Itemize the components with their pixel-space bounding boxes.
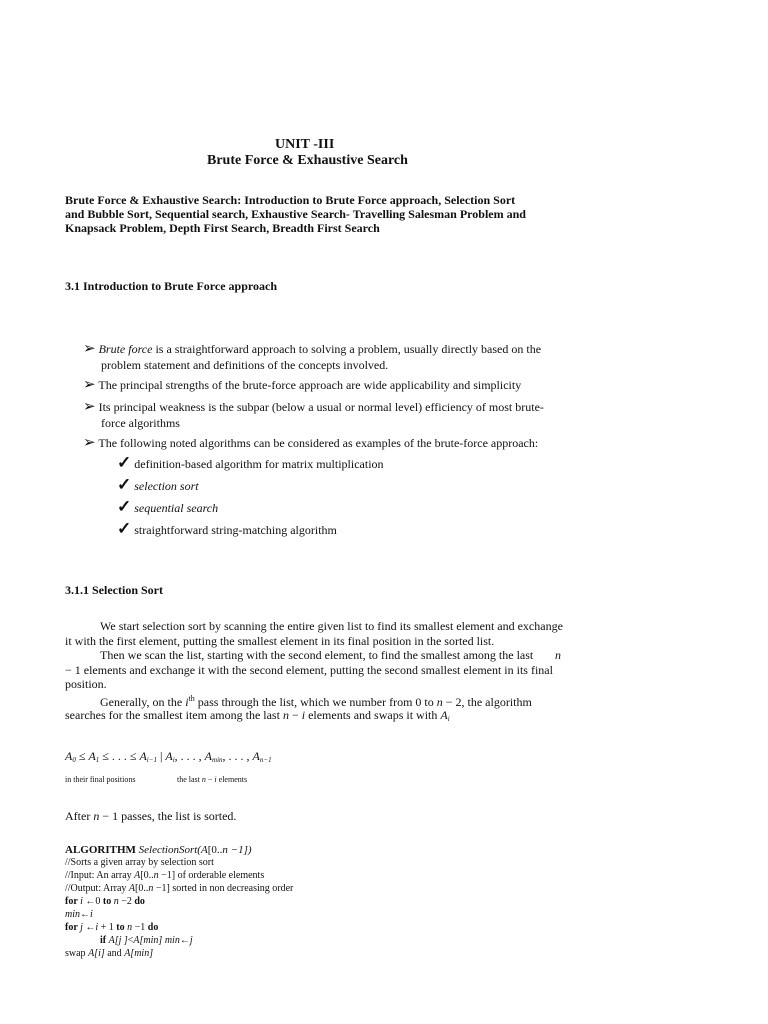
text-run: and xyxy=(104,948,125,959)
formula-op: ≤ . . . ≤ xyxy=(99,749,140,763)
var-a: A xyxy=(124,948,131,959)
check-item-4-text: straightforward string-matching algorithm xyxy=(134,523,337,537)
text-run: + 1 xyxy=(98,922,117,933)
text-run: swap xyxy=(65,948,89,959)
text-run: −2 xyxy=(118,896,135,907)
bullet-2-text: The principal strengths of the brute-force approach are wide applicability and simplicity xyxy=(98,378,522,392)
text-run: searches for the smallest item among the last xyxy=(65,708,283,722)
paragraph-line-5: position. xyxy=(65,677,107,691)
text-run: −1] of orderable elements xyxy=(158,870,265,881)
algorithm-comment-2 xyxy=(65,870,264,882)
algorithm-header xyxy=(65,844,252,857)
formula-op: , . . . , xyxy=(222,749,253,763)
text-run: − xyxy=(205,775,215,784)
check-item-2-text: selection sort xyxy=(134,479,199,493)
formula-op: , . . . , xyxy=(174,749,205,763)
var-n: n xyxy=(436,695,443,709)
var-i: i xyxy=(214,775,217,784)
arrow-bullet-icon: ➢ xyxy=(83,435,96,451)
section-heading-3-1: 3.1 Introduction to Brute Force approach xyxy=(65,279,277,293)
summary-line-2: and Bubble Sort, Sequential search, Exhaustive Search- Travelling Salesman Problem and xyxy=(65,207,526,221)
paragraph-line-3-n: n xyxy=(555,648,561,662)
text-run: [0.. xyxy=(207,844,223,856)
text-run: [0.. xyxy=(135,883,149,894)
keyword-to: to xyxy=(102,896,112,907)
var-a: A xyxy=(108,935,115,946)
var-n: n xyxy=(222,844,228,856)
check-item-2 xyxy=(117,475,199,494)
checkmark-icon: ✓ xyxy=(117,519,132,538)
paragraph-line-7 xyxy=(65,708,450,726)
algorithm-name: SelectionSort( xyxy=(135,844,201,856)
formula-subscript: 0 xyxy=(72,756,76,764)
superscript-th: th xyxy=(188,694,195,703)
var-i: i xyxy=(95,922,99,933)
check-item-1-text: definition-based algorithm for matrix multiplication xyxy=(134,457,384,471)
formula-caption-left: in their final positions xyxy=(65,775,136,784)
text-run: − 2, the algorithm xyxy=(442,695,532,709)
formula-caption-right xyxy=(177,775,247,784)
check-item-3 xyxy=(117,497,219,516)
arrow-bullet-icon: ➢ xyxy=(83,399,96,415)
algorithm-min-assign: min←i xyxy=(65,909,93,920)
var-a: A xyxy=(200,844,208,856)
check-item-3-text: sequential search xyxy=(134,501,219,515)
text-run: After xyxy=(65,809,94,823)
checkmark-icon: ✓ xyxy=(117,453,132,472)
text-run: [min] xyxy=(130,948,154,959)
algorithm-swap xyxy=(65,948,153,960)
formula-a: A xyxy=(139,749,147,763)
paragraph-line-4: − 1 elements and exchange it with the second element, putting the second smallest element in its final xyxy=(65,663,553,677)
summary-line-1: Brute Force & Exhaustive Search: Introduction to Brute Force approach, Selection Sort xyxy=(65,193,516,207)
var-n: n xyxy=(201,775,206,784)
algorithm-if-statement xyxy=(100,935,193,947)
check-item-1 xyxy=(117,453,384,472)
formula-subscript: i−1 xyxy=(146,756,157,764)
formula-op: ≤ xyxy=(75,749,89,763)
text-run: [min] xyxy=(139,935,163,946)
bullet-1-emphasis: Brute force xyxy=(98,342,153,356)
algorithm-inner-loop xyxy=(65,922,158,934)
text-run: Generally, on the xyxy=(100,695,186,709)
keyword-do: do xyxy=(134,896,145,907)
var-n: n xyxy=(93,809,100,823)
bullet-3-text: Its principal weakness is the subpar (below a usual or normal level) efficiency of most brute- xyxy=(98,400,544,414)
var-n: n xyxy=(282,708,289,722)
var-i: i xyxy=(185,695,189,709)
check-item-4 xyxy=(117,519,337,538)
bullet-1-line-2: problem statement and definitions of the concepts involved. xyxy=(101,358,389,372)
var-a: A xyxy=(133,935,140,946)
text-run: the last xyxy=(177,775,202,784)
selection-sort-formula xyxy=(65,749,272,767)
bullet-3-line-2: force algorithms xyxy=(101,416,180,430)
formula-subscript: 1 xyxy=(95,756,100,764)
keyword-for: for xyxy=(65,922,81,933)
text-run: [i] xyxy=(94,948,105,959)
text-run: ←0 xyxy=(82,896,103,907)
section-heading-3-1-1: 3.1.1 Selection Sort xyxy=(65,583,163,597)
after-passes-text xyxy=(65,809,236,823)
bullet-1 xyxy=(83,342,541,356)
formula-a: A xyxy=(88,749,96,763)
bullet-2 xyxy=(83,378,521,392)
var-j: j xyxy=(80,922,83,933)
var-a: A xyxy=(88,948,95,959)
keyword-do: do xyxy=(147,922,159,933)
paragraph-line-3: Then we scan the list, starting with the second element, to find the smallest among the last xyxy=(100,648,534,662)
bullet-4-text: The following noted algorithms can be considered as examples of the brute-force approach: xyxy=(98,436,539,450)
text-run: −1]) xyxy=(227,844,252,856)
text-run: min←j xyxy=(162,935,193,946)
formula-subscript: n−1 xyxy=(259,756,272,764)
bullet-1-text: is a straightforward approach to solving a problem, usually directly based on the xyxy=(152,342,542,356)
unit-heading: UNIT -III xyxy=(275,137,335,152)
algorithm-comment-3 xyxy=(65,883,293,895)
var-i: i xyxy=(301,708,306,722)
text-run: [0.. xyxy=(140,870,154,881)
algorithm-keyword: ALGORITHM xyxy=(65,844,136,856)
subscript-i: i xyxy=(447,715,450,723)
formula-a: A xyxy=(252,749,260,763)
text-run: < xyxy=(127,935,134,946)
paragraph-line-2: it with the first element, putting the smallest element in its final position in the sorted list. xyxy=(65,634,495,648)
text-run: −1 xyxy=(132,922,148,933)
var-a: A xyxy=(134,870,141,881)
arrow-bullet-icon: ➢ xyxy=(83,341,96,357)
algorithm-outer-loop xyxy=(65,896,145,908)
paragraph-line-6 xyxy=(100,692,532,709)
text-run: elements and swaps it with xyxy=(305,708,441,722)
text-run: elements xyxy=(216,775,248,784)
formula-subscript: min xyxy=(212,756,223,764)
var-n: n xyxy=(111,896,119,907)
text-run: − xyxy=(288,708,302,722)
text-run: pass through the list, which we number from 0 to xyxy=(194,695,437,709)
checkmark-icon: ✓ xyxy=(117,475,132,494)
text-run: //Output: Array xyxy=(65,883,129,894)
formula-a: A xyxy=(65,749,73,763)
bullet-3 xyxy=(83,400,544,414)
formula-subscript: i xyxy=(172,756,175,764)
var-n: n xyxy=(153,870,159,881)
keyword-for: for xyxy=(65,896,81,907)
formula-op: | xyxy=(156,749,166,763)
keyword-if: if xyxy=(100,935,109,946)
text-run: −1] sorted in non decreasing order xyxy=(153,883,294,894)
formula-a: A xyxy=(165,749,173,763)
text-run: //Input: An array xyxy=(65,870,135,881)
algorithm-comment-1: //Sorts a given array by selection sort xyxy=(65,857,214,868)
var-n: n xyxy=(148,883,154,894)
var-a: A xyxy=(440,708,448,722)
arrow-bullet-icon: ➢ xyxy=(83,377,96,393)
summary-line-3: Knapsack Problem, Depth First Search, Breadth First Search xyxy=(65,221,380,235)
page-title: Brute Force & Exhaustive Search xyxy=(207,153,408,168)
var-i: i xyxy=(80,896,83,907)
checkmark-icon: ✓ xyxy=(117,497,132,516)
formula-a: A xyxy=(204,749,213,763)
text-run: ← xyxy=(82,922,96,933)
bullet-4 xyxy=(83,436,538,450)
text-run: − 1 passes, the list is sorted. xyxy=(99,809,237,823)
var-a: A xyxy=(128,883,135,894)
var-n: n xyxy=(124,922,133,933)
keyword-to: to xyxy=(116,922,125,933)
text-run: [j ] xyxy=(114,935,128,946)
paragraph-line-1: We start selection sort by scanning the entire given list to find its smallest element and exchange xyxy=(100,619,563,633)
